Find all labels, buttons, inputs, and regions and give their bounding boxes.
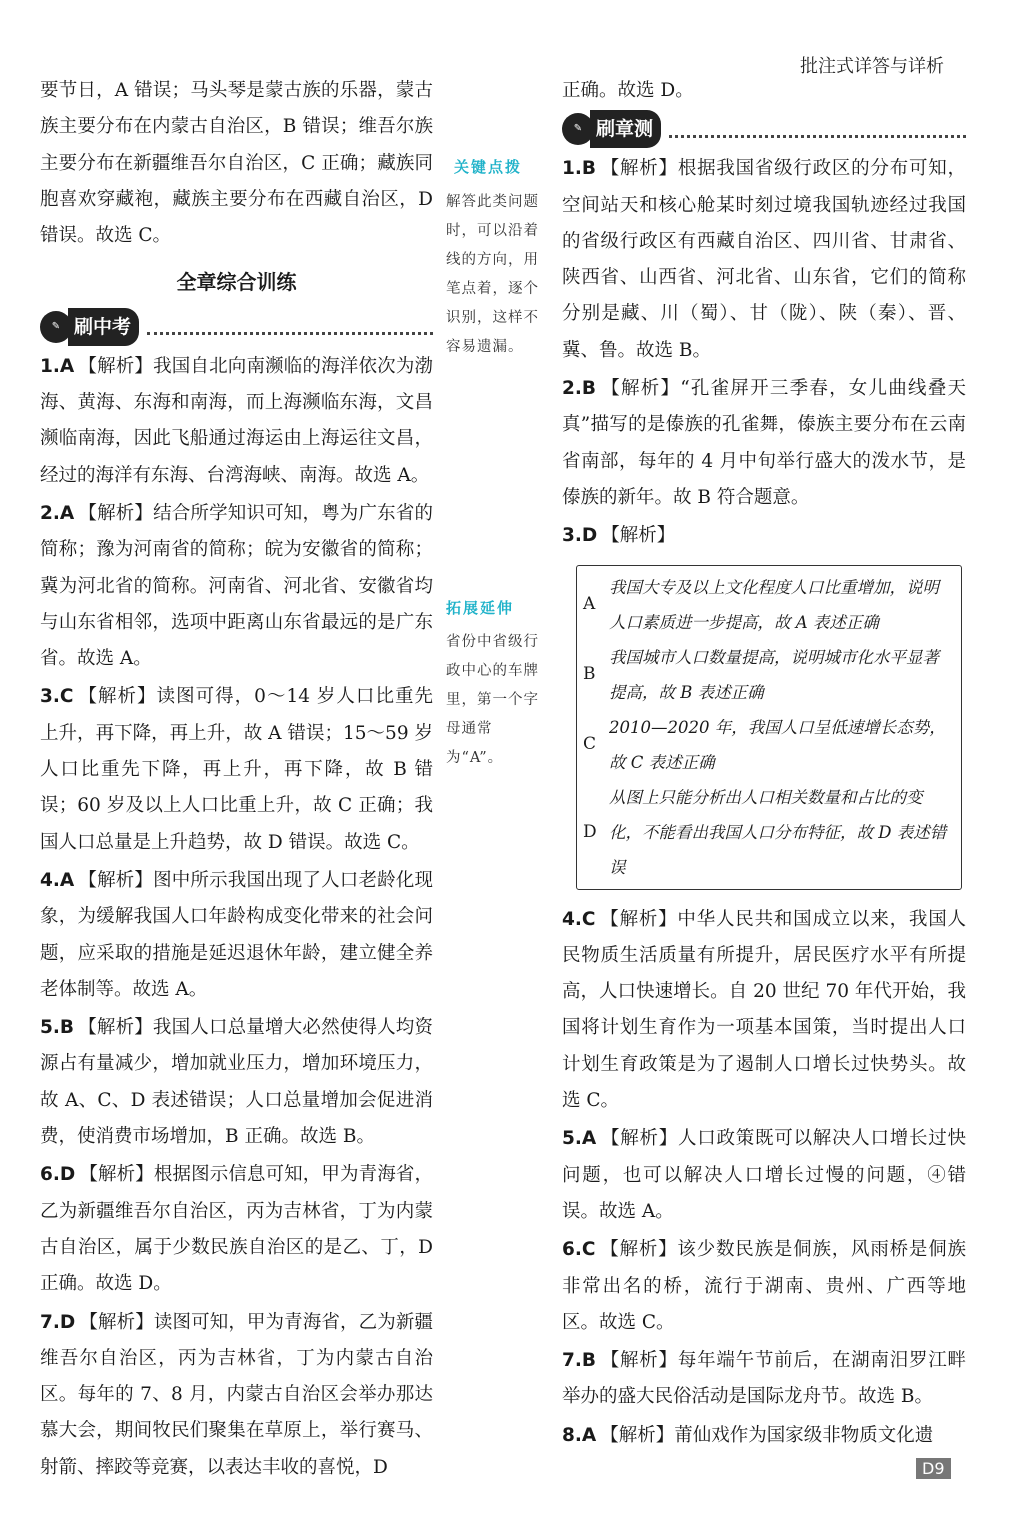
dotted-rule [669,121,966,138]
answer-text: 【解析】“孔雀屏开三季春，女儿曲线叠天真”描写的是傣族的孔雀舞，傣族主要分布在云南省南部，每年的 4 月中旬举行盛大的泼水节，是傣族的新年。故 B 符合题意。 [562,378,966,508]
answer-list [562,151,966,554]
answer-item [40,496,433,677]
answer-number: 7.D [40,1311,76,1333]
option-letter: C [583,734,597,755]
section-label: 刷中考 [68,308,139,346]
answer-number: 5.A [562,1128,597,1150]
answer-number: 5.B [40,1017,75,1039]
chapter-title: 全章综合训练 [176,270,297,295]
answer-item [562,1232,966,1341]
answer-number: 4.C [562,908,596,930]
answer-number: 3.D [562,525,598,547]
note-key-tip: 解答此类问题时，可以沿着线的方向，用笔点着，逐个识别，这样不容易遗漏。 [446,194,539,355]
section-header [40,309,433,345]
answer-number: 7.B [562,1350,597,1372]
answer-text: 【解析】图中所示我国出现了人口老龄化现象，为缓解我国人口年龄构成变化带来的社会问题，应采取的措施是延迟退休年龄，建立健全养老体制等。故选 A。 [40,869,433,1000]
answer-item [40,679,433,860]
left-column [40,73,433,1488]
right-column [562,73,966,1456]
book-icon: ✎ [40,311,72,343]
answer-item [562,1121,966,1230]
answer-item [562,902,966,1120]
answer-item [40,1010,433,1155]
answer-number: 6.C [562,1239,596,1261]
answer-item [562,371,966,516]
answer-number: 1.A [40,355,75,377]
answer-item [40,1305,433,1486]
answer-text: 【解析】我国自北向南濒临的海洋依次为渤海、黄海、东海和南海，而上海濒临东海，文昌濒临南海，因此飞船通过海运由上海运往文昌，经过的海洋有东海、台湾海峡、南海。故选 A。 [40,355,433,486]
answer-text: 【解析】我国人口总量增大必然使得人均资源占有量减少，增加就业压力，增加环境压力，故 A、C、D 表述错误；人口总量增加会促进消费，使消费市场增加，B 正确。故选 B。 [40,1017,433,1148]
answer-item [40,1157,433,1302]
dotted-rule [147,318,433,335]
answer-text: 【解析】人口政策既可以解决人口增长过快问题，也可以解决人口增长过慢的问题，④错误。故选 A。 [562,1128,966,1222]
answer-text: 【解析】读图可知，甲为青海省，乙为新疆维吾尔自治区，丙为吉林省，丁为内蒙古自治区。每年的 7、8 月，内蒙古自治区会举办那达慕大会，期间牧民们聚集在草原上，举行赛马、射箭、摔跤等竞赛，以表达丰收的喜悦，D [40,1311,433,1478]
answer-text: 【解析】 [601,525,676,547]
option-analysis: 我国城市人口数量提高，说明城市化水平显著提高，故 B 表述正确 [609,647,939,702]
page-number: D9 [916,1458,951,1479]
answer-number: 3.C [40,686,74,708]
option-letter: D [583,821,597,842]
answer-number: 6.D [40,1164,76,1186]
answer-text: 【解析】每年端午节前后，在湖南汨罗江畔举办的盛大民俗活动是国际龙舟节。故选 B。 [562,1350,966,1408]
answer-item [562,151,966,369]
analysis-row [583,570,955,640]
note-extension: 省份中省级行政中心的车牌里，第一个字母通常为“A”。 [446,634,539,766]
book-icon: ✎ [562,113,594,145]
option-analysis: 我国大专及以上文化程度人口比重增加，说明人口素质进一步提高，故 A 表述正确 [609,577,939,632]
answer-text: 【解析】根据图示信息可知，甲为青海省，乙为新疆维吾尔自治区，丙为吉林省，丁为内蒙古自治区，属于少数民族自治区的是乙、丁，D 正确。故选 D。 [40,1164,433,1295]
answer-item [562,1418,966,1454]
continued-text: 正确。故选 D。 [562,80,694,101]
option-analysis: 2010—2020 年，我国人口呈低速增长态势，故 C 表述正确 [609,717,946,772]
analysis-row [583,640,955,710]
analysis-row [583,710,955,780]
section-label: 刷章测 [590,110,661,148]
answer-text: 【解析】读图可得，0～14 岁人口比重先上升，再下降，再上升，故 A 错误；15～59 岁人口比重先下降，再上升，再下降，故 B 错误；60 岁及以上人口比重上升，故 C 正确；我国人口总量是上升趋势，故 D 错误。故选 C。 [40,686,433,853]
option-analysis: 从图上只能分析出人口相关数量和占比的变化，不能看出我国人口分布特征，故 D 表述错误 [609,787,947,877]
page-header: 批注式详答与详析 [800,56,944,77]
answer-item [40,863,433,1008]
analysis-row [583,780,955,885]
answer-number: 2.A [40,502,75,524]
option-letter: B [583,664,596,685]
section-header [562,111,966,147]
answer-number: 8.A [562,1424,597,1446]
answer-list [40,349,433,1486]
answer-number: 2.B [562,378,597,400]
answer-number: 1.B [562,158,597,180]
option-letter: A [583,594,596,615]
answer-item [40,349,433,494]
note-title-key-tip: 关键点拨 [454,158,523,176]
answer-text: 【解析】根据我国省级行政区的分布可知，空间站天和核心舱某时刻过境我国轨迹经过我国的省级行政区有西藏自治区、四川省、甘肃省、陕西省、山西省、河北省、山东省，它们的简称分别是藏、川（蜀）、甘（陇）、陕（秦）、晋、冀、鲁。故选 B。 [562,158,966,361]
note-title-extension: 拓展延伸 [446,599,515,617]
analysis-box [576,565,962,890]
answer-number: 4.A [40,869,75,891]
answer-text: 【解析】莆仙戏作为国家级非物质文化遗 [600,1424,934,1446]
continued-text: 要节日，A 错误；马头琴是蒙古族的乐器，蒙古族主要分布在内蒙古自治区，B 错误；维吾尔族主要分布在新疆维吾尔自治区，C 正确；藏族同胞喜欢穿藏袍，藏族主要分布在西藏自治区，D 错误。故选 C。 [40,80,433,247]
answer-item [562,1343,966,1416]
answer-text: 【解析】结合所学知识可知，粤为广东省的简称；豫为河南省的简称；皖为安徽省的简称；冀为河北省的简称。河南省、河北省、安徽省均与山东省相邻，选项中距离山东省最远的是广东省。故选 A。 [40,502,433,670]
answer-text: 【解析】中华人民共和国成立以来，我国人民物质生活质量有所提升，居民医疗水平有所提高，人口快速增长。自 20 世纪 70 年代开始，我国将计划生育作为一项基本国策，当时提出人口计划生育政策是为了遏制人口增长过快势头。故选 C。 [562,908,966,1112]
answer-text: 【解析】该少数民族是侗族，风雨桥是侗族非常出名的桥，流行于湖南、贵州、广西等地区。故选 C。 [562,1239,966,1333]
answer-list [562,902,966,1454]
answer-item [562,518,966,554]
